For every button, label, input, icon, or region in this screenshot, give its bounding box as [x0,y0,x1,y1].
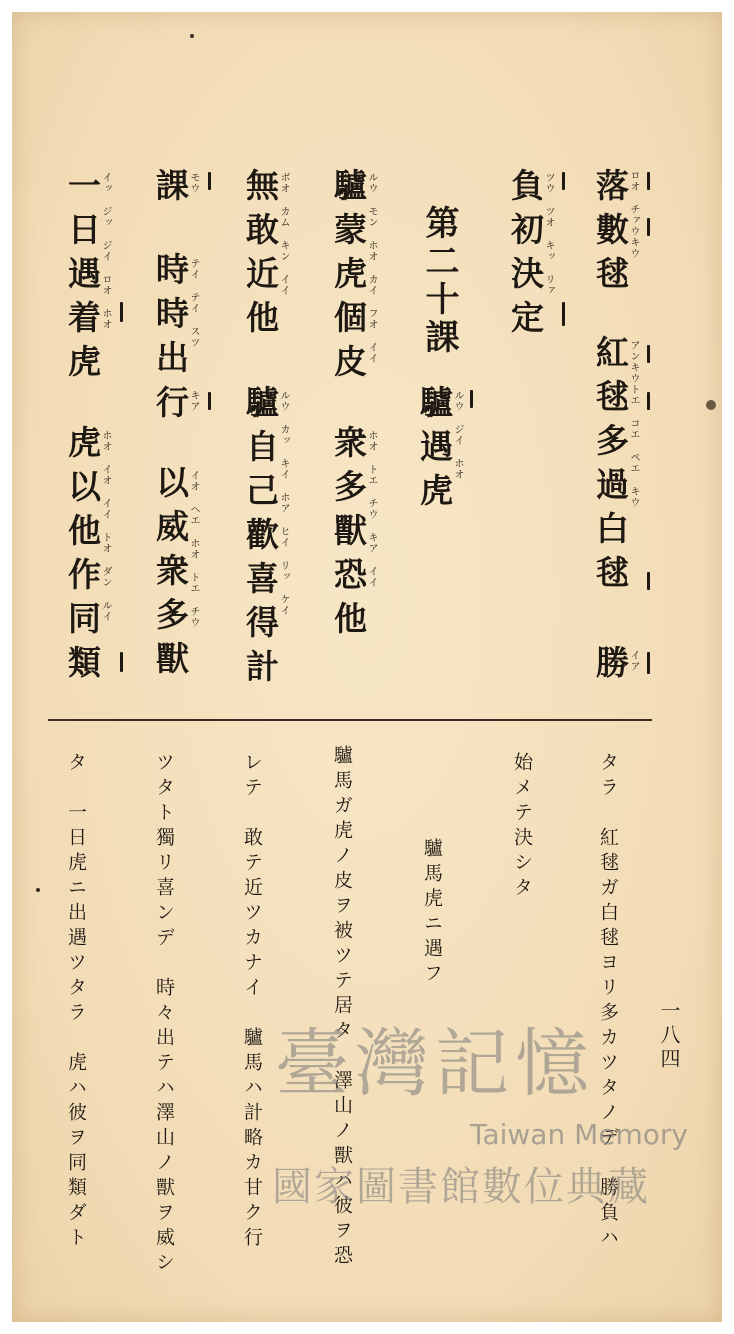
paper-speck [36,888,40,892]
lesson-column-13: 一日遇着虎 [63,168,102,388]
ruby-reading: イア [628,650,639,672]
paper-speck [706,400,716,410]
page-number: 一八四 [657,1000,681,1072]
tone-mark [208,172,211,190]
lesson-column-9: 課 [151,168,190,212]
ruby-reading: ホオ トエ チウ キア イイ [366,430,377,588]
tone-mark [647,218,650,236]
lesson-column-11: 行 [151,385,190,429]
paper-speck [190,34,194,38]
translation-column-2: 始メテ決シタ [511,752,533,902]
watermark-title: 臺灣記憶 [275,1021,595,1107]
ruby-reading: ルウ モン ホオ カイ フオ イイ [366,172,377,364]
watermark-subtitle: 國家圖書館數位典藏 [272,1164,650,1210]
lesson-column-3: 勝 [591,645,630,689]
tone-mark [647,652,650,674]
tone-mark [120,652,123,672]
tone-mark [120,302,123,322]
ruby-reading: アンキウトエ コエ ペエ キウ [628,340,639,508]
lesson-column-14: 虎以他作同類 [63,425,102,689]
tone-mark [647,172,650,190]
ruby-reading: ルウ カッ キイ ホア ヒイ リッ ケイ [278,390,289,616]
lesson-column-5: 驢蒙虎個皮 [329,168,368,388]
lesson-column-6: 衆多獸恐他 [329,425,368,645]
tone-mark [470,390,473,408]
tone-mark [208,392,211,410]
tone-mark [562,172,565,190]
lesson-title: 第二十課 [419,205,459,357]
ruby-reading: イッ ジッ ジイ ロオ ホオ [100,172,111,330]
lesson-column-10: 時時出 [151,252,190,384]
ruby-reading: モウ [188,172,199,194]
ruby-reading: ツウ ツオ キッ リァ [543,172,554,296]
ruby-reading: ルウ ジイ ホオ [452,390,463,480]
ruby-reading: ロオ チァウキウ [628,170,639,259]
translation-column-7: タ 一日虎ニ出遇ツタラ 虎ハ彼ヲ同類ダト [65,752,87,1252]
lesson-column-7: 無敢近他 [241,168,280,344]
lesson-column-12: 以威衆多獸 [151,465,190,685]
ruby-reading: テイ テイ スツ [188,258,199,348]
tone-mark [647,392,650,410]
ruby-reading: ホオ イオ イイ トオ ダン ルイ [100,430,111,622]
lesson-column-2: 紅毬多過白毬 [591,335,630,599]
translation-column-4: 驢馬ガ虎ノ皮ヲ被ツテ居タ 澤山ノ獸ハ彼ヲ恐 [331,745,353,1270]
watermark-english: Taiwan Memory [470,1118,688,1151]
section-divider [48,719,652,721]
lesson-column-8: 驢自己歡喜得計 [241,385,280,693]
ruby-reading: イオ ヘエ ホオ トエ チウ [188,470,199,628]
tone-mark [647,572,650,590]
translation-column-1: タラ 紅毬ガ白毬ヨリ多カツタノデ 勝負ハ [597,752,619,1252]
ruby-reading: ボオ カム キン イイ [278,172,289,296]
tone-mark [562,302,565,326]
translation-column-3: 驢馬虎ニ遇フ [421,838,443,988]
ruby-reading: キア [188,390,199,412]
translation-column-6: ツタト獨リ喜ンデ 時々出テハ澤山ノ獸ヲ威シ [153,752,175,1277]
lesson-column-4: 負初決定 [506,168,545,344]
tone-mark [647,345,650,363]
lesson-column-1: 落數毬 [591,168,630,300]
translation-column-5: レテ 敢テ近ツカナイ 驢馬ハ計略カ甘ク行 [241,752,263,1252]
lesson-subtitle: 驢遇虎 [415,385,454,517]
